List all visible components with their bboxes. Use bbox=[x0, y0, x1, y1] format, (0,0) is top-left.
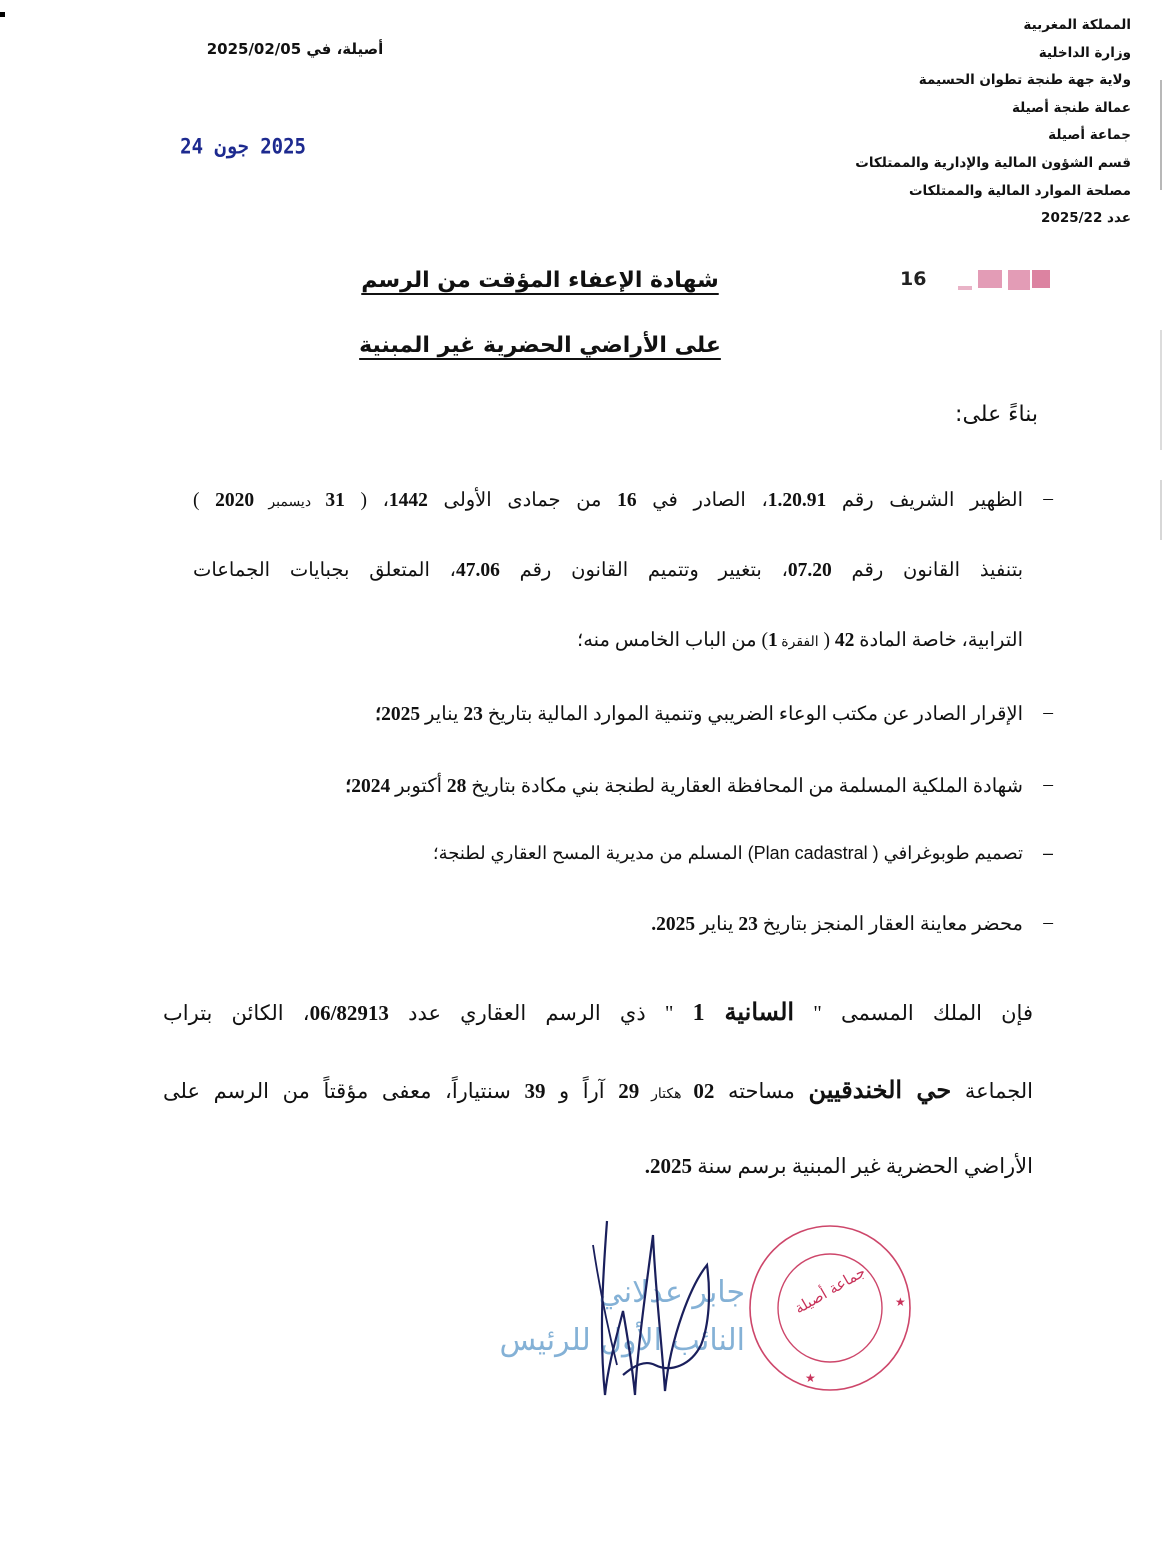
text: 1.20.91 bbox=[767, 490, 827, 511]
text: الظهير الشريف رقم bbox=[826, 490, 1023, 511]
text: ديسمبر bbox=[254, 495, 326, 510]
registration-number: 16 bbox=[900, 268, 927, 290]
text: . bbox=[651, 914, 657, 935]
area-ares: 29 bbox=[618, 1079, 640, 1103]
text: 1 bbox=[768, 630, 778, 651]
text: من جمادى الأولى bbox=[427, 490, 618, 511]
registration-stamp bbox=[900, 268, 1080, 298]
paragraph-line bbox=[163, 998, 1033, 1076]
letterhead-line: قسم الشؤون المالية والإدارية والممتلكات bbox=[855, 154, 1131, 171]
list-item-line bbox=[193, 488, 1023, 558]
letterhead-line: ولاية جهة طنجة تطوان الحسيمة bbox=[918, 72, 1131, 89]
dash-bullet: – bbox=[1043, 774, 1053, 795]
stamp-ink-mark bbox=[978, 270, 1002, 288]
text: الإقرار الصادر عن مكتب الوعاء الضريبي وتنمية الموارد المالية بتاريخ bbox=[482, 704, 1023, 725]
list-item bbox=[193, 774, 1053, 798]
text: شهادة الملكية المسلمة من المحافظة العقارية لطنجة بني مكادة بتاريخ bbox=[466, 776, 1023, 797]
stamp-ink-mark bbox=[958, 286, 972, 290]
dash-bullet: – bbox=[1043, 702, 1053, 723]
text: 31 bbox=[325, 490, 345, 511]
text: ) bbox=[193, 490, 216, 511]
text: الأراضي الحضرية غير المبنية برسم سنة bbox=[691, 1154, 1033, 1178]
text: الجماعة bbox=[951, 1079, 1033, 1103]
document-title-line-2: على الأراضي الحضرية غير المبنية bbox=[359, 333, 721, 358]
seal-star-icon: ★ bbox=[805, 1371, 816, 1385]
area-centiares: 39 bbox=[524, 1079, 546, 1103]
land-title-number: 06/82913 bbox=[309, 1001, 389, 1025]
dash-bullet: – bbox=[1042, 843, 1053, 863]
conclusion-paragraph bbox=[163, 998, 1033, 1232]
list-item bbox=[193, 843, 1053, 864]
text: 28 bbox=[446, 776, 467, 797]
stamp-ink-mark bbox=[1008, 270, 1030, 290]
list-item bbox=[193, 488, 1053, 698]
text: محضر معاينة العقار المنجز بتاريخ bbox=[757, 914, 1023, 935]
list-item-line bbox=[193, 912, 1023, 936]
seal-star-icon: ★ bbox=[895, 1295, 906, 1309]
reference-number-value: 2025/22 bbox=[1041, 210, 1103, 227]
text: ؛ bbox=[345, 776, 352, 797]
text: 47.06 bbox=[455, 560, 500, 581]
text: يناير bbox=[695, 914, 739, 935]
letterhead-line: عمالة طنجة أصيلة bbox=[1011, 99, 1131, 116]
text: أكتوبر bbox=[390, 776, 447, 797]
text: 2025 bbox=[656, 914, 696, 935]
district-name: حي الخندقيين bbox=[808, 1078, 952, 1104]
text: . bbox=[644, 1154, 650, 1178]
text: " ذي الرسم العقاري عدد bbox=[388, 1001, 693, 1025]
text: 2024 bbox=[351, 776, 391, 797]
text: آراً و bbox=[545, 1079, 619, 1103]
list-item-line: تصميم طوبوغرافي ( Plan cadastral) المسلم من مديرية المسح العقاري لطنجة؛ bbox=[432, 843, 1023, 863]
seal-rings bbox=[745, 1220, 915, 1395]
signature-block bbox=[495, 1215, 755, 1415]
list-item-line bbox=[193, 774, 1023, 798]
document-title-line-1: شهادة الإعفاء المؤقت من الرسم bbox=[361, 268, 719, 293]
property-name: السانية 1 bbox=[692, 1000, 795, 1026]
scan-corner-mark bbox=[0, 12, 5, 17]
preamble-heading: بناءً على: bbox=[955, 402, 1038, 427]
list-item bbox=[193, 912, 1053, 936]
handwritten-signature bbox=[495, 1215, 755, 1415]
scan-edge-artifact bbox=[1160, 330, 1162, 450]
text: ، المتعلق بجبايات الجماعات bbox=[193, 560, 456, 581]
text: 07.20 bbox=[787, 560, 832, 581]
reference-number-label: عدد bbox=[1107, 210, 1131, 227]
text: 42 bbox=[834, 630, 855, 651]
text: الفقرة bbox=[777, 635, 819, 650]
letterhead bbox=[831, 12, 1131, 233]
list-item-line bbox=[193, 628, 1023, 698]
text: 2020 bbox=[215, 490, 255, 511]
official-seal bbox=[745, 1220, 915, 1395]
tax-year: 2025 bbox=[649, 1154, 692, 1178]
text: 23 bbox=[463, 704, 483, 725]
text: 16 bbox=[617, 490, 637, 511]
text: ) من الباب الخامس منه؛ bbox=[577, 630, 769, 651]
signatory-role-stamp: النائب الأول للرئيس bbox=[499, 1323, 745, 1358]
text: يناير bbox=[420, 704, 464, 725]
text: ؛ bbox=[374, 704, 382, 725]
text: 1442 bbox=[388, 490, 428, 511]
text: سنتياراً، معفى مؤقتاً من الرسم على bbox=[163, 1079, 525, 1103]
dash-bullet: – bbox=[1043, 488, 1053, 509]
text: ، ( bbox=[344, 490, 389, 511]
text: 23 bbox=[738, 914, 758, 935]
dash-bullet: – bbox=[1043, 912, 1053, 933]
text: ، الكائن بتراب bbox=[163, 1001, 310, 1025]
letterhead-line: جماعة أصيلة bbox=[1048, 127, 1131, 144]
area-hectares: 02 bbox=[693, 1079, 715, 1103]
text: الترابية، خاصة المادة bbox=[854, 630, 1023, 651]
stamp-ink-mark bbox=[1032, 270, 1050, 288]
text: ، الصادر في bbox=[636, 490, 768, 511]
letterhead-line: وزارة الداخلية bbox=[1038, 44, 1131, 61]
scan-edge-artifact bbox=[1160, 80, 1162, 190]
text: فإن الملك المسمى " bbox=[794, 1001, 1033, 1025]
list-item-line bbox=[193, 558, 1023, 628]
letterhead-line: مصلحة الموارد المالية والممتلكات bbox=[908, 182, 1131, 199]
text: ، بتغيير وتتميم القانون رقم bbox=[499, 560, 788, 581]
reference-number bbox=[831, 205, 1131, 233]
text: ( bbox=[818, 630, 835, 651]
received-date-stamp: 2025 جون 24 bbox=[180, 134, 306, 160]
list-item-line bbox=[193, 702, 1023, 726]
signatory-name-stamp: جابر عدلاني bbox=[598, 1275, 745, 1310]
letterhead-line: المملكة المغربية bbox=[1023, 17, 1131, 33]
list-item bbox=[193, 702, 1053, 726]
seal-center-text: جماعة أصيلة bbox=[791, 1262, 869, 1318]
text: 2025 bbox=[381, 704, 421, 725]
paragraph-line bbox=[163, 1076, 1033, 1154]
scan-edge-artifact bbox=[1160, 480, 1162, 540]
place-date: أصيلة، في 2025/02/05 bbox=[206, 40, 384, 58]
text: هكتار bbox=[639, 1087, 694, 1102]
text: مساحته bbox=[714, 1079, 809, 1103]
text: بتنفيذ القانون رقم bbox=[831, 560, 1024, 581]
